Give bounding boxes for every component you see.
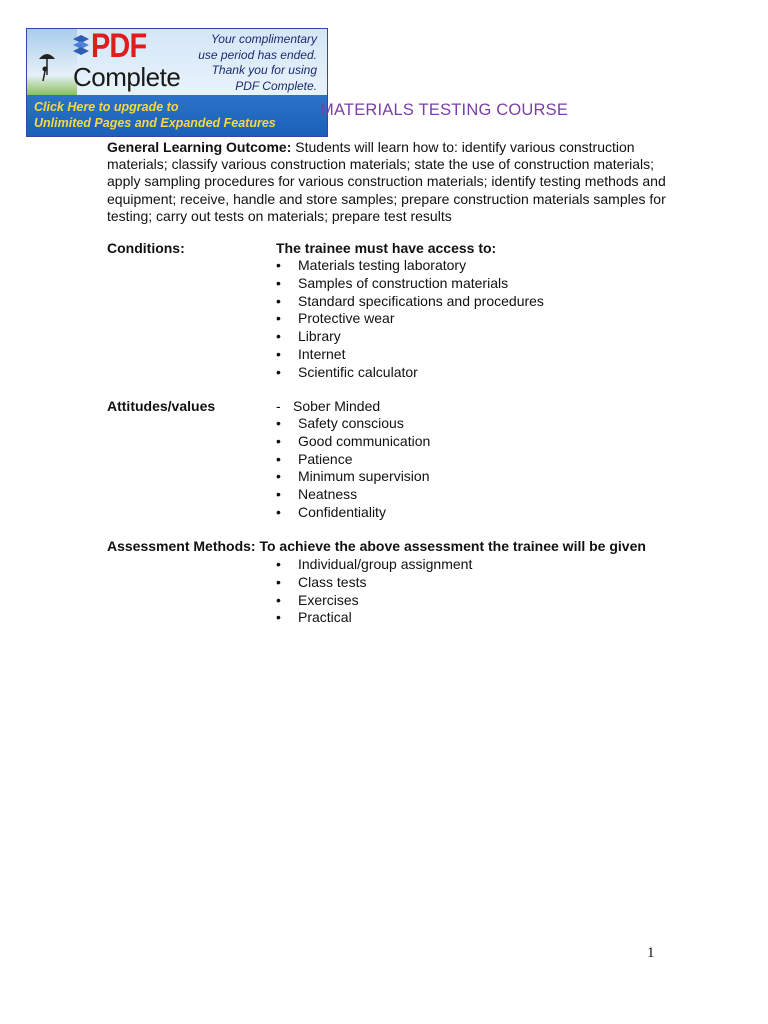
- upgrade-link[interactable]: [27, 95, 327, 137]
- list-item: • Neatness: [276, 486, 430, 504]
- list-item: • Materials testing laboratory: [276, 257, 544, 275]
- banner-logo-complete: Complete: [73, 62, 181, 92]
- pdf-logo-icon: [71, 35, 91, 59]
- learning-outcome-text: Students will learn how to: identify various construction materials; classify various construction materials; state the use of construction materials; apply sampling procedures for various construction materials; identify testing methods and equipment; receive, handle and store samples; prepare construction materials samples for testing; carry out tests on materials; prepare test results: [107, 139, 666, 224]
- banner-notice: [167, 32, 317, 94]
- page-title: MATERIALS TESTING COURSE: [320, 101, 569, 119]
- banner-notice-line: PDF Complete.: [235, 78, 317, 93]
- upgrade-link-line-2: Unlimited Pages and Expanded Features: [34, 116, 276, 130]
- list-item: • Protective wear: [276, 310, 544, 328]
- list-item: • Safety conscious: [276, 415, 430, 433]
- list-item: • Practical: [276, 609, 472, 627]
- dash-marker: -: [276, 398, 281, 414]
- assessment-heading: Assessment Methods: To achieve the above assessment the trainee will be given: [107, 538, 646, 554]
- list-item: • Confidentiality: [276, 504, 430, 522]
- list-item: • Good communication: [276, 433, 430, 451]
- attitudes-list: [276, 415, 430, 522]
- conditions-heading: The trainee must have access to:: [276, 240, 497, 256]
- conditions-list: [276, 257, 544, 382]
- list-item: • Patience: [276, 451, 430, 469]
- list-item: • Minimum supervision: [276, 468, 430, 486]
- list-item: • Library: [276, 328, 544, 346]
- page-number: 1: [647, 945, 655, 961]
- banner-logo-pdf: PDF: [91, 28, 147, 65]
- banner-notice-line: Thank you for using: [211, 63, 317, 77]
- list-item: • Samples of construction materials: [276, 275, 544, 293]
- banner-notice-line: Your complimentary: [210, 32, 317, 46]
- list-item-text: Sober Minded: [293, 398, 381, 414]
- conditions-label: Conditions:: [107, 240, 185, 256]
- attitudes-label: Attitudes/values: [107, 398, 216, 414]
- figure-with-umbrella-icon: [27, 29, 77, 95]
- list-item: • Individual/group assignment: [276, 556, 472, 574]
- list-item: • Internet: [276, 346, 544, 364]
- banner-notice-line: use period has ended.: [198, 47, 317, 62]
- learning-outcome-paragraph: [107, 139, 667, 225]
- attitudes-first-item: [276, 398, 380, 414]
- assessment-list: [276, 556, 472, 627]
- list-item: • Exercises: [276, 592, 472, 610]
- list-item: • Class tests: [276, 574, 472, 592]
- list-item: • Scientific calculator: [276, 364, 544, 382]
- upgrade-link-line-1: Click Here to upgrade to: [34, 100, 179, 114]
- banner-sky-image: [27, 29, 77, 95]
- list-item: • Standard specifications and procedures: [276, 293, 544, 311]
- learning-outcome-label: General Learning Outcome:: [107, 139, 292, 155]
- pdf-complete-banner: [26, 28, 328, 137]
